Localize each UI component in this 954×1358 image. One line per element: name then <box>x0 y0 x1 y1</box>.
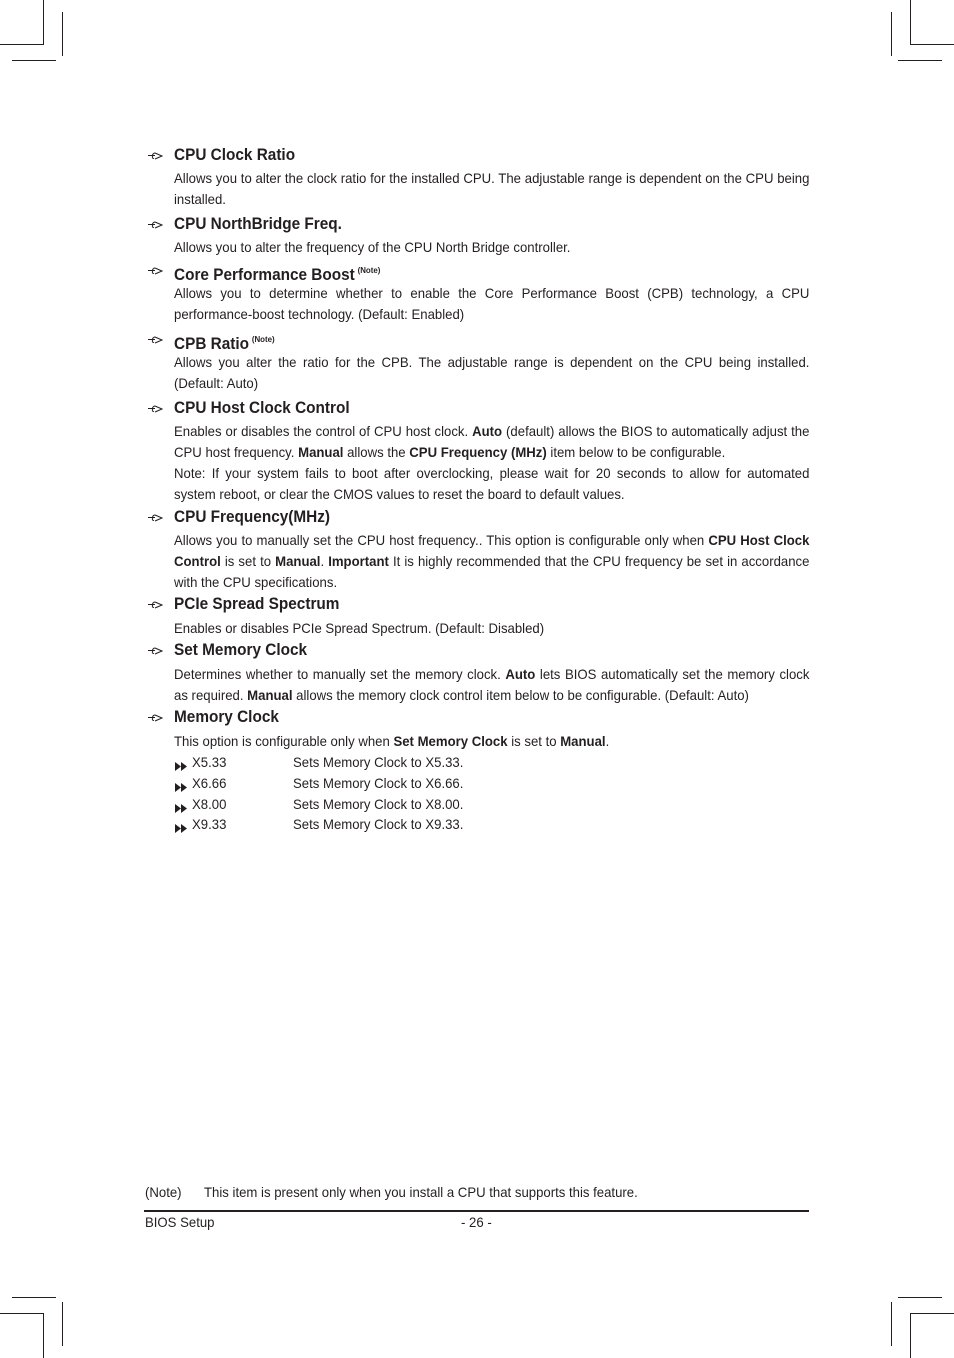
description-text: . <box>320 553 329 569</box>
setting-description <box>174 664 809 706</box>
setting-title-text: PCIe Spread Spectrum <box>174 595 340 613</box>
description-text: Note: If your system fails to boot after overclocking, please wait for 20 seconds to allow for automated system reboot, or clear the CMOS values to reset the board to default values. <box>174 465 810 502</box>
description-text: Enables or disables the control of CPU host clock. <box>174 423 473 439</box>
setting-title <box>174 640 307 660</box>
option-value: Sets Memory Clock to X6.66. <box>293 775 464 791</box>
crop-mark <box>910 1313 954 1314</box>
emphasized-term: Auto <box>472 423 503 439</box>
setting-title-text: Memory Clock <box>174 708 279 726</box>
setting-title-text: Set Memory Clock <box>174 641 308 659</box>
emphasized-term: Set Memory Clock <box>393 733 508 749</box>
setting-title <box>174 707 279 727</box>
crop-mark <box>0 44 44 45</box>
description-text: allows the memory clock control item below to be configurable. (Default: Auto) <box>292 687 749 703</box>
crop-mark <box>910 0 911 44</box>
pointing-hand-icon <box>147 644 163 656</box>
description-text: (default) allows the BIOS to automatically adjust the CPU host frequency. <box>174 423 810 460</box>
emphasized-term: CPU Host Clock Control <box>174 532 810 569</box>
footnote-text: This item is present only when you install a CPU that supports this feature. <box>204 1184 638 1200</box>
option-key: X5.33 <box>192 754 227 770</box>
description-text: This option is configurable only when <box>174 733 394 749</box>
footer-rule <box>144 1210 809 1212</box>
setting-title-text: Core Performance Boost <box>174 266 355 284</box>
setting-title <box>174 214 342 234</box>
option-key: X9.33 <box>192 816 227 832</box>
description-text: Allows you to alter the clock ratio for the installed CPU. The adjustable range is dependent on the CPU being installed. <box>174 170 810 207</box>
double-arrow-icon <box>174 819 189 830</box>
setting-title-text: CPU Clock Ratio <box>174 146 296 164</box>
option-value: Sets Memory Clock to X8.00. <box>293 796 464 812</box>
crop-mark <box>43 1314 44 1358</box>
page-number: - 26 - <box>461 1214 492 1230</box>
emphasized-term: Manual <box>560 733 606 749</box>
setting-description <box>174 168 809 210</box>
pointing-hand-icon <box>147 598 163 610</box>
description-text: Determines whether to manually set the memory clock. <box>174 666 506 682</box>
setting-description <box>174 237 809 258</box>
setting-description <box>174 421 809 505</box>
description-text: Allows you alter the ratio for the CPB. The adjustable range is dependent on the CPU being installed. (Default: Auto) <box>174 354 810 391</box>
pointing-hand-icon <box>147 711 163 723</box>
crop-mark <box>891 1302 892 1346</box>
option-value: Sets Memory Clock to X9.33. <box>293 816 464 832</box>
description-text: lets BIOS automatically set the memory clock as required. <box>174 666 810 703</box>
description-text: Enables or disables PCIe Spread Spectrum. (Default: Disabled) <box>174 620 545 636</box>
double-arrow-icon <box>174 778 189 789</box>
setting-title <box>174 507 330 527</box>
setting-description <box>174 530 809 593</box>
description-text: . <box>605 733 610 749</box>
crop-mark <box>0 1313 44 1314</box>
setting-description <box>174 283 809 325</box>
setting-title <box>174 329 275 354</box>
crop-mark <box>898 1297 942 1298</box>
footer-title: BIOS Setup <box>145 1214 215 1230</box>
description-text: Allows you to determine whether to enable the Core Performance Boost (CPB) technology, a CPU performance-boost technology. (Default: Enabled) <box>174 285 810 322</box>
setting-title <box>174 145 295 165</box>
description-text: is set to <box>220 553 276 569</box>
pointing-hand-icon <box>147 264 163 276</box>
crop-mark <box>62 12 63 56</box>
emphasized-term: Auto <box>505 666 536 682</box>
description-text: Allows you to manually set the CPU host frequency.. This option is configurable only when <box>174 532 709 548</box>
emphasized-term: Manual <box>298 444 344 460</box>
crop-mark <box>12 1297 56 1298</box>
description-text: Allows you to alter the frequency of the CPU North Bridge controller. <box>174 239 571 255</box>
description-text: allows the <box>343 444 410 460</box>
setting-title <box>174 594 339 614</box>
note-marker: (Note) <box>357 265 381 275</box>
description-text: item below to be configurable. <box>546 444 726 460</box>
setting-title-text: CPU Host Clock Control <box>174 399 350 417</box>
description-text: is set to <box>507 733 561 749</box>
setting-title-text: CPU Frequency(MHz) <box>174 508 331 526</box>
option-key: X6.66 <box>192 775 227 791</box>
note-marker: (Note) <box>251 334 275 344</box>
setting-title-text: CPB Ratio <box>174 335 250 353</box>
emphasized-term: Manual <box>275 553 321 569</box>
setting-description <box>174 731 809 752</box>
pointing-hand-icon <box>147 402 163 414</box>
setting-title-text: CPU NorthBridge Freq. <box>174 215 342 233</box>
emphasized-term: Important <box>328 553 389 569</box>
crop-mark <box>12 60 56 61</box>
crop-mark <box>62 1302 63 1346</box>
crop-mark <box>898 60 942 61</box>
crop-mark <box>910 44 954 45</box>
setting-description <box>174 352 809 394</box>
option-value: Sets Memory Clock to X5.33. <box>293 754 464 770</box>
emphasized-term: Manual <box>247 687 293 703</box>
double-arrow-icon <box>174 757 189 768</box>
option-key: X8.00 <box>192 796 227 812</box>
emphasized-term: CPU Frequency (MHz) <box>409 444 547 460</box>
setting-description <box>174 618 809 639</box>
description-text: It is highly recommended that the CPU frequency be set in accordance with the CPU specifications. <box>174 553 810 590</box>
pointing-hand-icon <box>147 333 163 345</box>
crop-mark <box>43 0 44 44</box>
pointing-hand-icon <box>147 149 163 161</box>
footnote-label: (Note) <box>145 1184 182 1200</box>
setting-title <box>174 260 380 285</box>
pointing-hand-icon <box>147 218 163 230</box>
setting-title <box>174 398 350 418</box>
crop-mark <box>910 1314 911 1358</box>
crop-mark <box>891 12 892 56</box>
pointing-hand-icon <box>147 511 163 523</box>
double-arrow-icon <box>174 799 189 810</box>
